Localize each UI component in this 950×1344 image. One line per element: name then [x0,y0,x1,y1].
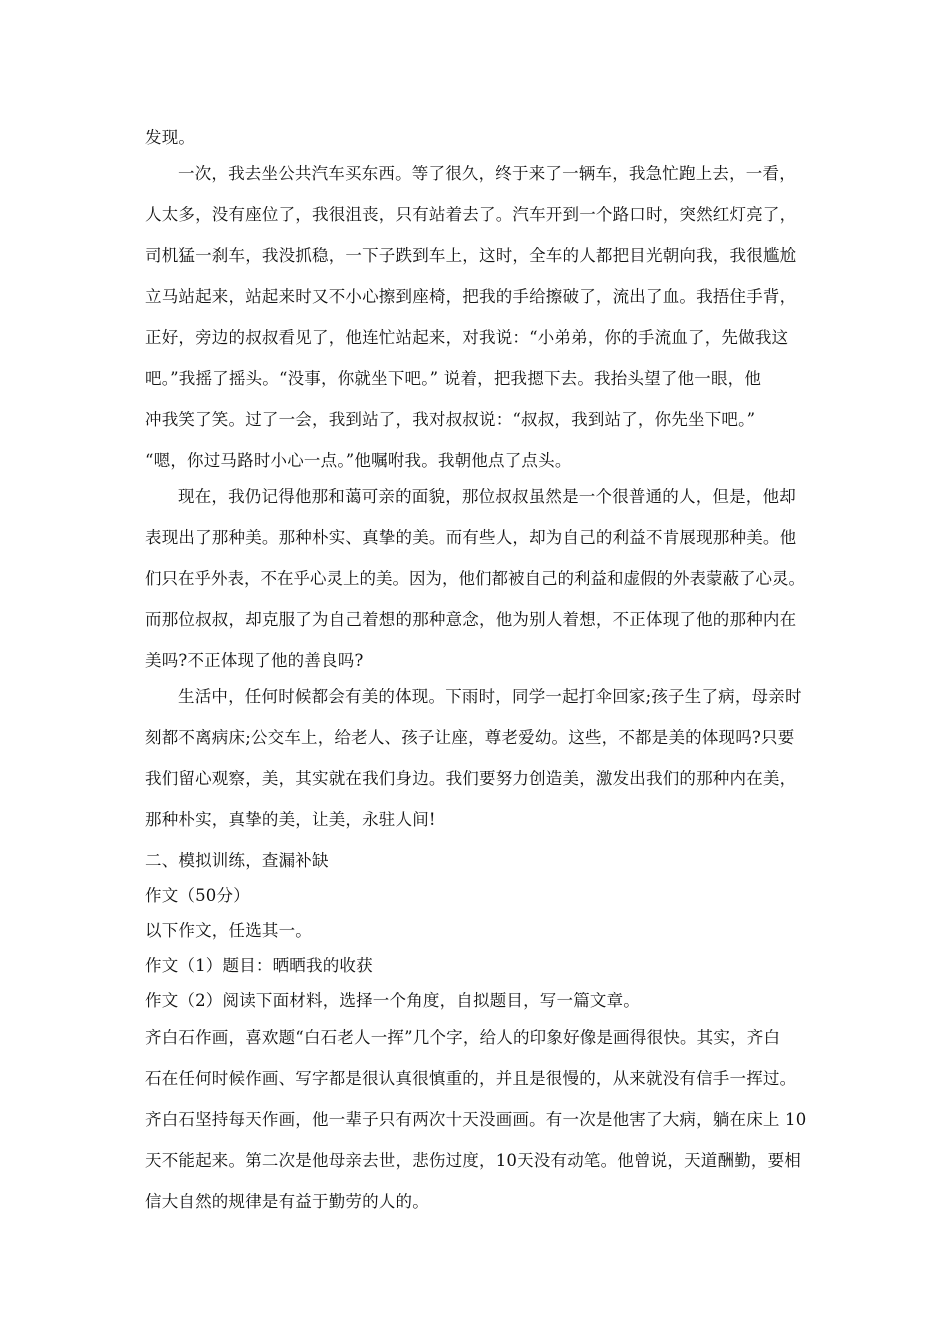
text-line: 齐白石坚持每天作画，他一辈子只有两次十天没画画。有一次是他害了大病，躺在床上 10 [145,1110,807,1129]
text-line: 现在，我仍记得他那和蔼可亲的面貌，那位叔叔虽然是一个很普通的人，但是，他却 [178,487,796,506]
text-line: 发现。 [145,128,196,147]
text-line: 而那位叔叔，却克服了为自己着想的那种意念，他为别人着想，不正体现了他的那种内在 [145,610,797,629]
text-line: 那种朴实，真挚的美，让美，永驻人间! [145,810,436,829]
text-line: 表现出了那种美。那种朴实、真挚的美。而有些人，却为自己的利益不肯展现那种美。他 [145,528,797,547]
text-line: “嗯，你过马路时小心一点。”他嘱咐我。我朝他点了点头。 [145,451,572,470]
text-line: 我们留心观察，美，其实就在我们身边。我们要努力创造美，激发出我们的那种内在美， [145,769,797,788]
text-line: 信大自然的规律是有益于勤劳的人的。 [145,1192,429,1211]
text-line: 作文（1）题目：晒晒我的收获 [145,956,373,975]
text-line: 们只在乎外表，不在乎心灵上的美。因为，他们都被自己的利益和虚假的外表蒙蔽了心灵。 [145,569,805,588]
text-line: 吧。”我摇了摇头。“没事，你就坐下吧。” 说着，把我摁下去。我抬头望了他一眼，他 [145,369,762,388]
text-line: 以下作文，任选其一。 [145,921,312,940]
text-line: 生活中，任何时候都会有美的体现。下雨时，同学一起打伞回家;孩子生了病，母亲时 [178,687,802,706]
text-line: 石在任何时候作画、写字都是很认真很慎重的，并且是很慢的，从来就没有信手一挥过。 [145,1069,797,1088]
text-line: 人太多，没有座位了，我很沮丧，只有站着去了。汽车开到一个路口时，突然红灯亮了， [145,205,797,224]
text-line: 美吗?不正体现了他的善良吗? [145,651,364,670]
text-line: 天不能起来。第二次是他母亲去世，悲伤过度，10天没有动笔。他曾说，天道酬勤，要相 [145,1151,801,1170]
section-heading: 二、模拟训练，查漏补缺 [145,851,329,870]
text-line: 作文（50分） [145,886,250,905]
text-line: 刻都不离病床;公交车上，给老人、孩子让座，尊老爱幼。这些，不都是美的体现吗?只要 [145,728,795,747]
text-line: 司机猛一刹车，我没抓稳，一下子跌到车上，这时，全车的人都把目光朝向我，我很尴尬 [145,246,797,265]
text-line: 一次，我去坐公共汽车买东西。等了很久，终于来了一辆车，我急忙跑上去，一看， [178,164,796,183]
text-line: 齐白石作画，喜欢题“白石老人一挥”几个字，给人的印象好像是画得很快。其实，齐白 [145,1028,781,1047]
text-line: 冲我笑了笑。过了一会，我到站了，我对叔叔说：“叔叔，我到站了，你先坐下吧。” [145,410,756,429]
text-line: 作文（2）阅读下面材料，选择一个角度，自拟题目，写一篇文章。 [145,991,640,1010]
text-line: 正好，旁边的叔叔看见了，他连忙站起来，对我说：“小弟弟，你的手流血了，先做我这 [145,328,789,347]
text-line: 立马站起来，站起来时又不小心擦到座椅，把我的手给擦破了，流出了血。我捂住手背， [145,287,797,306]
